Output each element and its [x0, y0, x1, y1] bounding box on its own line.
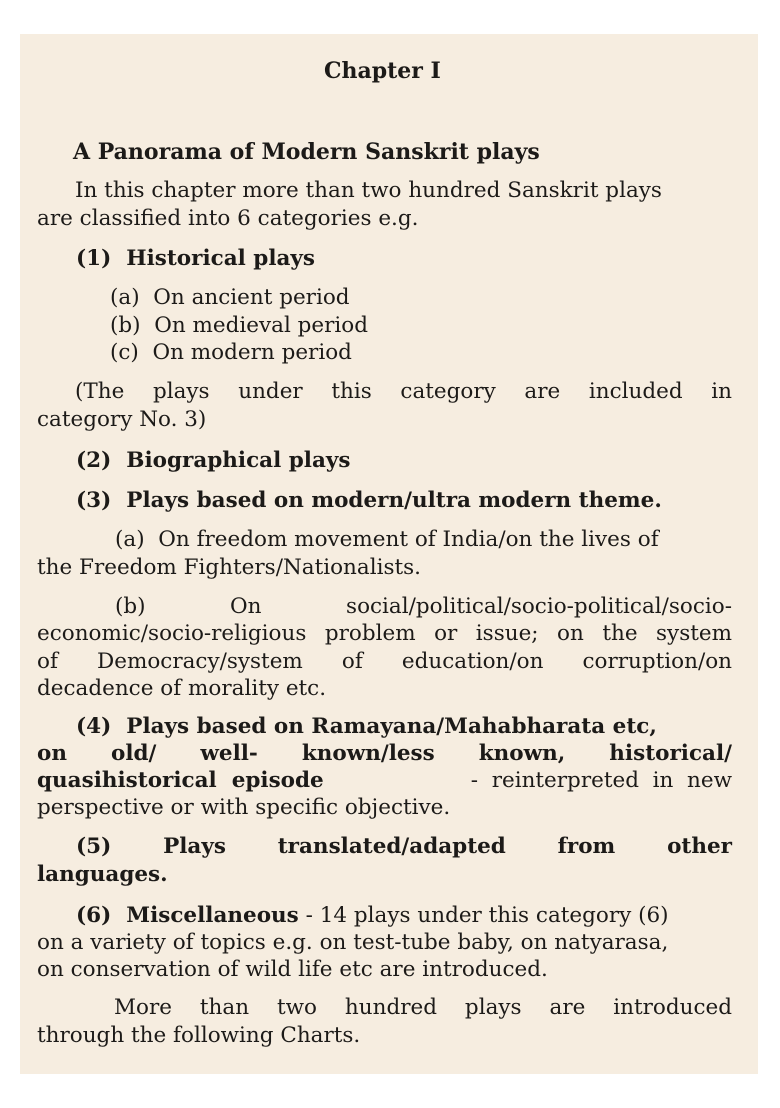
- intro-line-1: In this chapter more than two hundred Sanskrit plays: [75, 178, 662, 203]
- category-4-line-4: perspective or with specific objective.: [37, 795, 451, 820]
- category-3-b-line-4: decadence of morality etc.: [37, 676, 327, 701]
- category-3-a-line-1: (a) On freedom movement of India/on the lives of: [115, 527, 659, 552]
- category-6-line-2: on a variety of topics e.g. on test-tube baby, on natyarasa,: [37, 930, 669, 955]
- category-1-item-c: (c) On modern period: [110, 340, 352, 365]
- category-1-item-a: (a) On ancient period: [110, 285, 350, 310]
- category-5-line-2: languages.: [37, 862, 168, 887]
- category-1-item-b: (b) On medieval period: [110, 313, 369, 338]
- category-4-episode-bold: quasihistorical episode: [37, 768, 324, 793]
- category-3-b-line-1: (b) On social/political/socio-political/socio-: [115, 594, 732, 619]
- category-3-b-line-3: of Democracy/system of education/on corruption/on: [37, 649, 732, 674]
- chapter-number: Chapter I: [324, 58, 441, 84]
- category-1-note-line-2: category No. 3): [37, 407, 207, 432]
- category-2-title: (2) Biographical plays: [76, 448, 351, 473]
- category-1-title: (1) Historical plays: [76, 246, 316, 271]
- category-6-summary: - 14 plays under this category (6): [298, 903, 669, 928]
- category-5-title: (5) Plays translated/adapted from other: [76, 834, 732, 859]
- category-4-reinterpreted: - reinterpreted in new: [457, 768, 732, 793]
- category-4-line-3: [37, 770, 732, 792]
- closing-line-2: through the following Charts.: [37, 1023, 361, 1048]
- closing-line-1: More than two hundred plays are introduced: [114, 995, 732, 1020]
- category-3-title: (3) Plays based on modern/ultra modern theme.: [76, 488, 662, 513]
- category-6-title: (6) Miscellaneous: [76, 903, 299, 928]
- category-4-line-2: on old/ well- known/less known, historical/: [37, 741, 732, 766]
- chapter-heading: A Panorama of Modern Sanskrit plays: [73, 139, 540, 165]
- intro-line-2: are classified into 6 categories e.g.: [37, 206, 419, 231]
- category-6-line-1: [76, 905, 669, 927]
- category-3-a-line-2: the Freedom Fighters/Nationalists.: [37, 555, 421, 580]
- category-3-b-line-2: economic/socio-religious problem or issue; on the system: [37, 621, 732, 646]
- category-1-note-line-1: (The plays under this category are included in: [75, 379, 732, 404]
- category-6-line-3: on conservation of wild life etc are introduced.: [37, 957, 548, 982]
- category-4-title: (4) Plays based on Ramayana/Mahabharata etc,: [76, 714, 657, 739]
